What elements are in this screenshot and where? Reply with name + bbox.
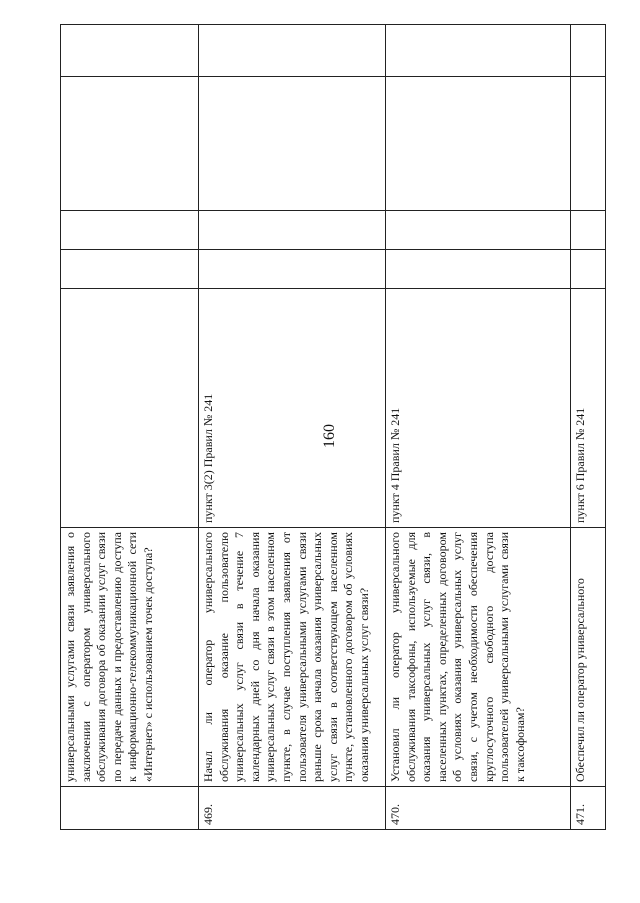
row-cell-empty [571, 211, 606, 250]
row-cell-empty [571, 25, 606, 77]
row-cell-empty [571, 250, 606, 289]
table-row [386, 25, 571, 830]
row-cell-empty [386, 211, 571, 250]
row-cell-empty [386, 77, 571, 211]
row-question: универсальными услугами связи заявления о заключении с оператором универсального обслуживания договора об оказании услуг связи по передаче данных и предоставлению доступа к информационно-телекоммуникационной сети «Интернет» с использованием точек доступа? [61, 528, 199, 787]
row-number [61, 787, 199, 830]
row-reference [61, 289, 199, 528]
row-number: 470. [386, 787, 571, 830]
rotated-page-content [60, 24, 605, 830]
row-cell-empty [571, 77, 606, 211]
row-cell-empty [199, 77, 386, 211]
row-cell-empty [199, 250, 386, 289]
row-question: Обеспечил ли оператор универсального [571, 528, 606, 787]
row-cell-empty [61, 250, 199, 289]
row-cell-empty [386, 25, 571, 77]
table-row [61, 25, 199, 830]
row-cell-empty [199, 25, 386, 77]
row-question: Начал ли оператор универсального обслуживания оказание пользователю универсальных услуг связи в течение 7 календарных дней со дня начала оказания универсальных услуг связи в этом населенном пункте, в случае поступления заявления от пользователя универсальными услугами связи раньше срока начала оказания универсальных услуг связи в соответствующем населенном пункте, установленного договором об условиях оказания универсальных услуг связи? [199, 528, 386, 787]
row-cell-empty [61, 77, 199, 211]
row-reference: пункт 6 Правил № 241 [571, 289, 606, 528]
page-number: 160 [321, 424, 338, 448]
row-cell-empty [199, 211, 386, 250]
row-cell-empty [61, 25, 199, 77]
row-number: 471. [571, 787, 606, 830]
requirements-table [60, 24, 606, 830]
row-question: Установил ли оператор универсального обслуживания таксофоны, используемые для оказания универсальных услуг связи, в населенных пунктах, определенных договором об условиях оказания универсальных услуг связи, с учетом необходимости обеспечения круглосуточного свободного доступа пользователей универсальными услугами связи к таксофонам? [386, 528, 571, 787]
row-number: 469. [199, 787, 386, 830]
row-reference: пункт 3(2) Правил № 241 [199, 289, 386, 528]
row-reference: пункт 4 Правил № 241 [386, 289, 571, 528]
row-cell-empty [386, 250, 571, 289]
table-row [199, 25, 386, 830]
row-cell-empty [61, 211, 199, 250]
table-row [571, 25, 606, 830]
